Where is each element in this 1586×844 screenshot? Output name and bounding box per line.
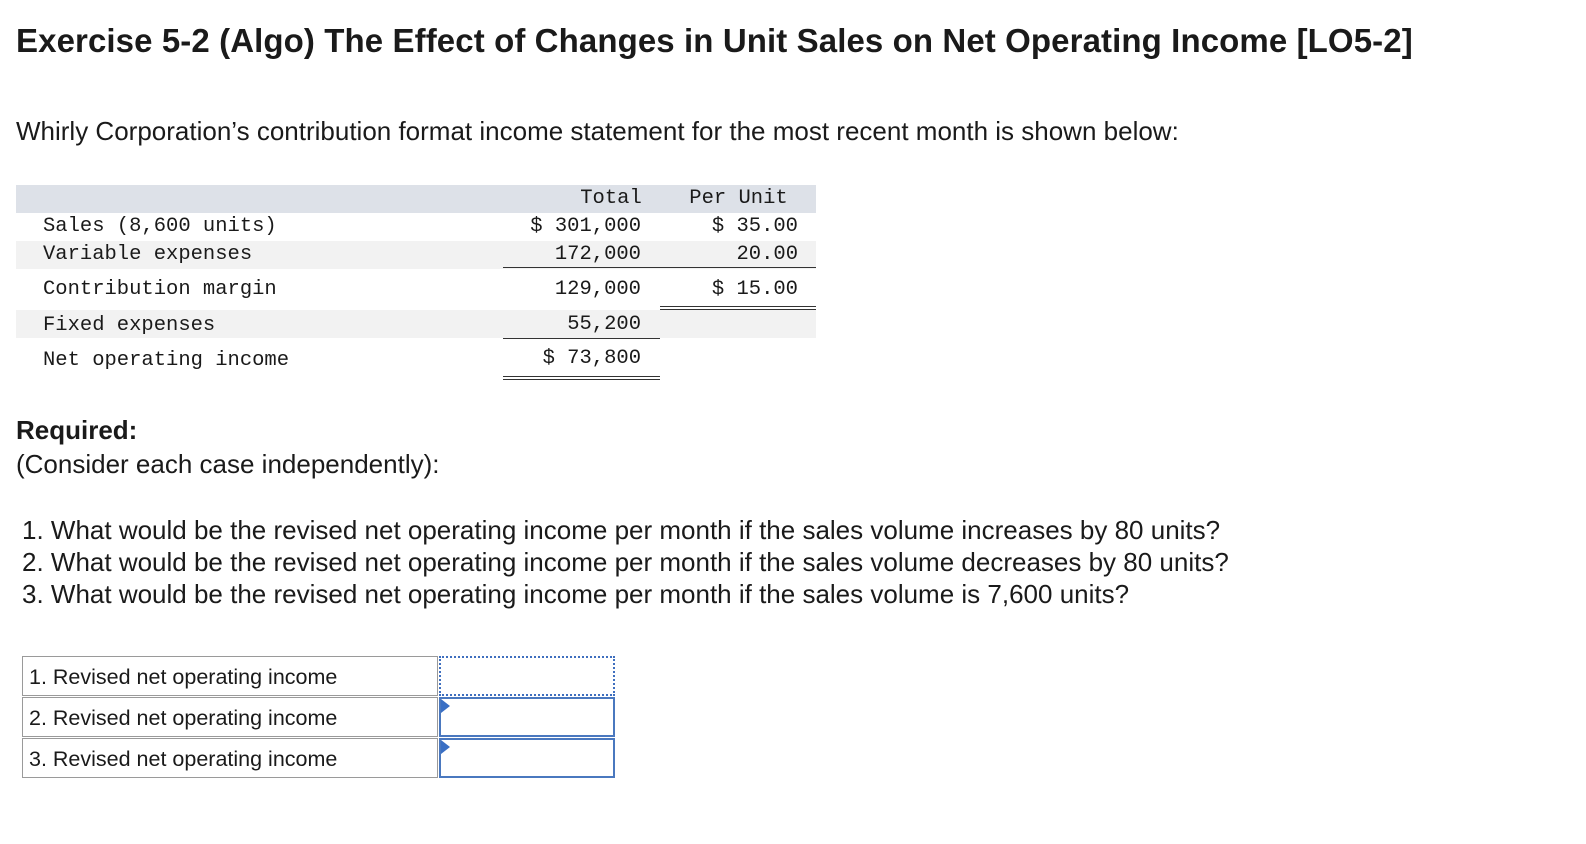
question-list (22, 514, 1229, 610)
answer-label-3: 3. Revised net operating income (22, 738, 438, 778)
answer-label-2: 2. Revised net operating income (22, 697, 438, 737)
rule-total-1 (503, 267, 660, 268)
row-total-sales: $ 301,000 (530, 215, 641, 238)
row-total-variable: 172,000 (554, 243, 641, 266)
row-total-net: $ 73,800 (542, 347, 641, 370)
input-marker-icon (441, 699, 450, 713)
rule-total-2 (503, 338, 660, 339)
question-2: 2. What would be the revised net operating income per month if the sales volume decreases by 80 units? (22, 547, 1229, 577)
row-label-variable: Variable expenses (43, 243, 253, 266)
row-label-fixed: Fixed expenses (43, 314, 216, 337)
double-rule-total (503, 376, 660, 380)
header-total: Total (580, 187, 642, 210)
header-per-unit: Per Unit (689, 187, 788, 210)
answer-input-2[interactable] (439, 697, 615, 737)
row-total-contribution: 129,000 (554, 278, 641, 301)
row-label-sales: Sales (8,600 units) (43, 215, 277, 238)
row-per-unit-sales: $ 35.00 (711, 215, 798, 238)
row-per-unit-variable: 20.00 (736, 243, 798, 266)
answer-input-3[interactable] (439, 738, 615, 778)
question-3: 3. What would be the revised net operating income per month if the sales volume is 7,600 units? (22, 579, 1130, 609)
answer-label-1: 1. Revised net operating income (22, 656, 438, 696)
intro-text: Whirly Corporation’s contribution format income statement for the most recent month is shown below: (16, 116, 1179, 146)
row-label-contribution: Contribution margin (43, 278, 277, 301)
page-title: Exercise 5-2 (Algo) The Effect of Changes in Unit Sales on Net Operating Income [LO5-2] (16, 22, 1413, 59)
row-per-unit-contribution: $ 15.00 (711, 278, 798, 301)
required-heading: Required: (16, 415, 138, 445)
question-1: 1. What would be the revised net operating income per month if the sales volume increases by 80 units? (22, 515, 1221, 545)
answer-input-1[interactable] (439, 656, 615, 696)
required-subheading: (Consider each case independently): (16, 449, 440, 479)
row-total-fixed: 55,200 (567, 313, 641, 336)
input-marker-icon (441, 740, 450, 754)
row-label-net: Net operating income (43, 349, 290, 372)
rule-per-unit-1 (660, 267, 816, 268)
